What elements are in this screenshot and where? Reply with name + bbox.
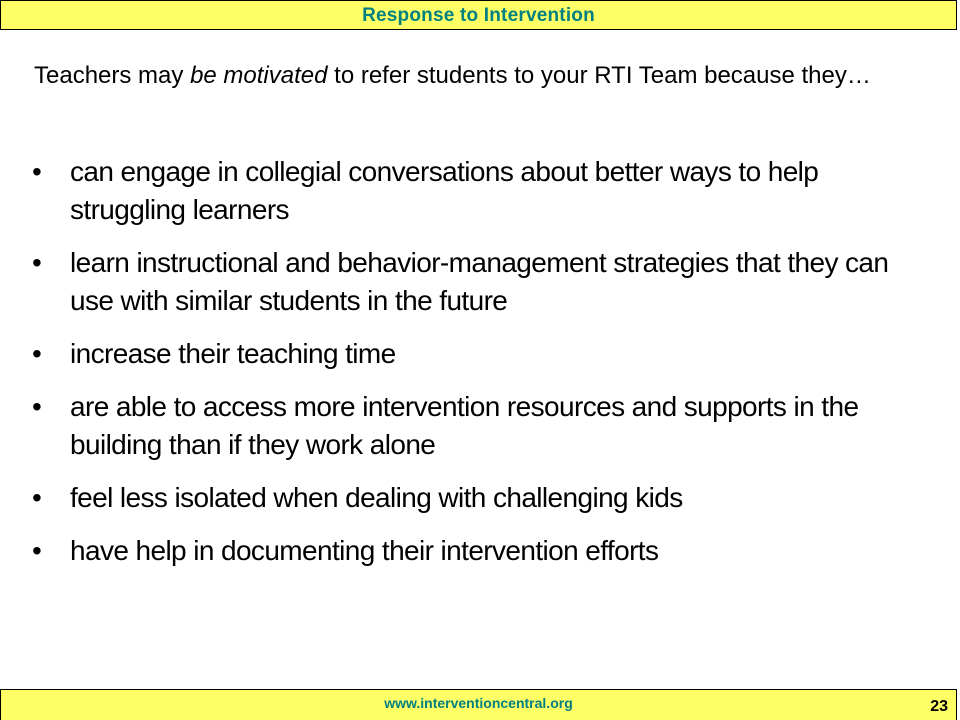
- bullet-text: feel less isolated when dealing with challenging kids: [70, 482, 683, 513]
- bullet-dot-icon: •: [32, 391, 42, 422]
- intro-text-emphasis: be motivated: [190, 62, 328, 89]
- bullet-item: [32, 335, 932, 373]
- bullet-item: [32, 479, 932, 517]
- intro-text-after: to refer students to your RTI Team because they…: [327, 62, 871, 89]
- page-number: 23: [930, 698, 948, 715]
- bullet-list: [32, 153, 932, 585]
- bullet-dot-icon: •: [32, 338, 42, 369]
- bullet-text: can engage in collegial conversations about better ways to help struggling learners: [70, 156, 819, 225]
- bullet-item: [32, 244, 932, 320]
- slide-header-title: Response to Intervention: [362, 5, 595, 26]
- footer-bar: [0, 689, 957, 720]
- bullet-item: [32, 153, 932, 229]
- bullet-text: learn instructional and behavior-management strategies that they can use with similar students in the future: [70, 247, 889, 316]
- bullet-dot-icon: •: [32, 535, 42, 566]
- intro-text-before: Teachers may: [34, 62, 191, 89]
- footer-url-link[interactable]: www.interventioncentral.org: [384, 695, 573, 711]
- bullet-dot-icon: •: [32, 247, 42, 278]
- bullet-text: are able to access more intervention resources and supports in the building than if they work alone: [70, 391, 859, 460]
- bullet-dot-icon: •: [32, 482, 42, 513]
- bullet-item: [32, 532, 932, 570]
- bullet-dot-icon: •: [32, 156, 42, 187]
- intro-text: [34, 58, 934, 94]
- header-bar: [0, 0, 957, 30]
- bullet-item: [32, 388, 932, 464]
- bullet-text: increase their teaching time: [70, 338, 396, 369]
- bullet-text: have help in documenting their intervention efforts: [70, 535, 659, 566]
